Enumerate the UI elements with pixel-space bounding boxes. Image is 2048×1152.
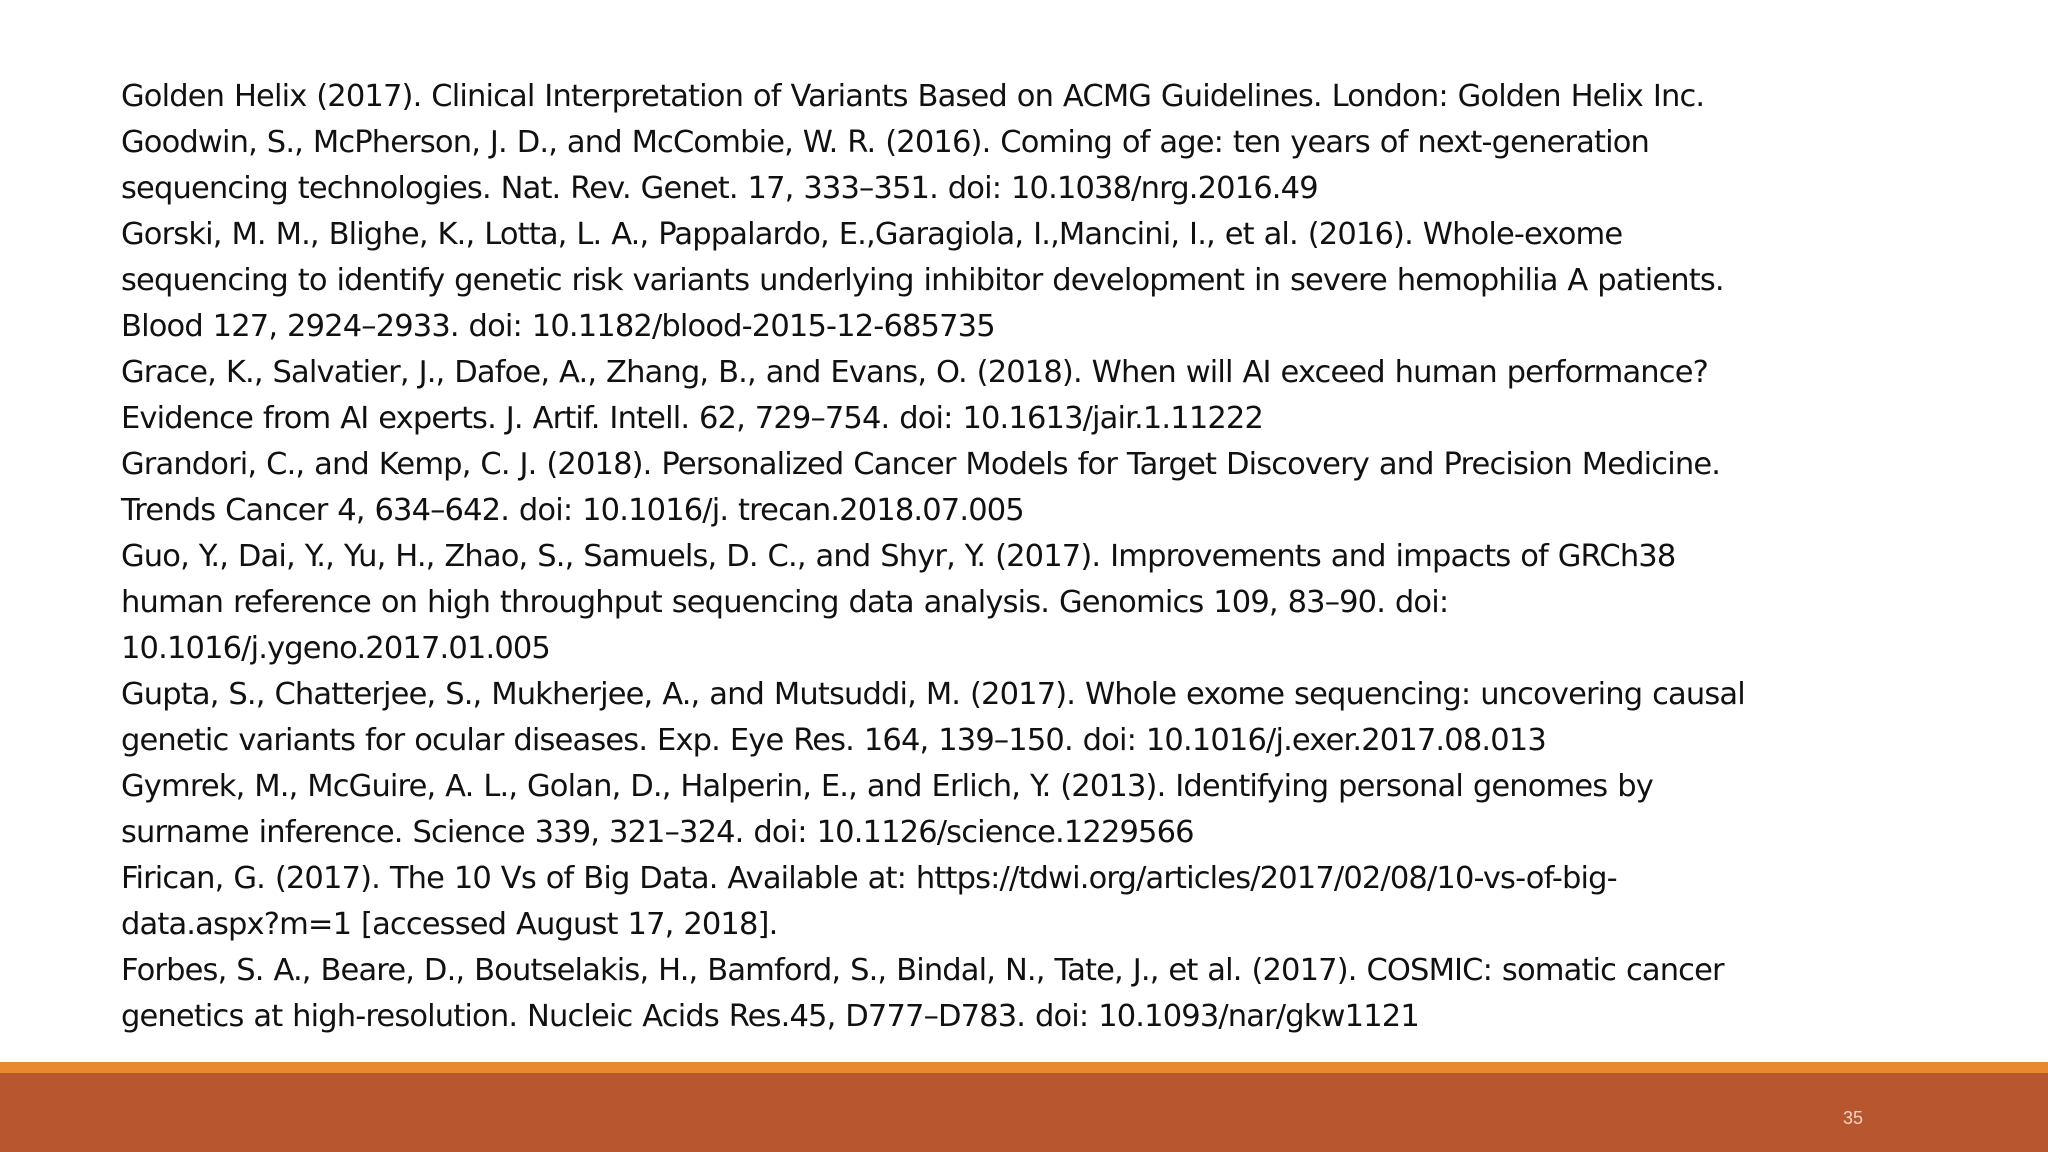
reference-line: Gorski, M. M., Blighe, K., Lotta, L. A., Pappalardo, E.,Garagiola, I.,Mancini, I., et al. (2016). Whole-exome xyxy=(121,217,1623,252)
reference-line: genetic variants for ocular diseases. Exp. Eye Res. 164, 139–150. doi: 10.1016/j.exer.2017.08.013 xyxy=(121,723,1546,758)
footer-bar xyxy=(0,1073,2048,1152)
reference-line: sequencing technologies. Nat. Rev. Genet. 17, 333–351. doi: 10.1038/nrg.2016.49 xyxy=(121,171,1318,206)
page-number: 35 xyxy=(1843,1108,1864,1128)
reference-line: Evidence from AI experts. J. Artif. Intell. 62, 729–754. doi: 10.1613/jair.1.11222 xyxy=(121,401,1264,436)
reference-line: Firican, G. (2017). The 10 Vs of Big Data. Available at: https://tdwi.org/articles/2017/02/08/10-vs-of-big- xyxy=(121,861,1617,896)
reference-line: 10.1016/j.ygeno.2017.01.005 xyxy=(121,631,550,666)
reference-line: genetics at high-resolution. Nucleic Acids Res.45, D777–D783. doi: 10.1093/nar/gkw1121 xyxy=(121,999,1419,1034)
reference-line: Gupta, S., Chatterjee, S., Mukherjee, A., and Mutsuddi, M. (2017). Whole exome sequencing: uncovering causal xyxy=(121,677,1745,712)
reference-line: Golden Helix (2017). Clinical Interpretation of Variants Based on ACMG Guidelines. London: Golden Helix Inc. xyxy=(121,79,1705,114)
reference-line: Guo, Y., Dai, Y., Yu, H., Zhao, S., Samuels, D. C., and Shyr, Y. (2017). Improvements and impacts of GRCh38 xyxy=(121,539,1676,574)
reference-line: Trends Cancer 4, 634–642. doi: 10.1016/j. trecan.2018.07.005 xyxy=(121,493,1024,528)
references-list xyxy=(121,74,2001,1040)
footer-accent-stripe xyxy=(0,1062,2048,1073)
reference-line: Grandori, C., and Kemp, C. J. (2018). Personalized Cancer Models for Target Discovery and Precision Medicine. xyxy=(121,447,1721,482)
reference-line: sequencing to identify genetic risk variants underlying inhibitor development in severe hemophilia A patients. xyxy=(121,263,1724,298)
reference-line: Forbes, S. A., Beare, D., Boutselakis, H., Bamford, S., Bindal, N., Tate, J., et al. (2017). COSMIC: somatic cancer xyxy=(121,953,1724,988)
reference-line: surname inference. Science 339, 321–324. doi: 10.1126/science.1229566 xyxy=(121,815,1194,850)
reference-line: human reference on high throughput sequencing data analysis. Genomics 109, 83–90. doi: xyxy=(121,585,1449,620)
reference-line: data.aspx?m=1 [accessed August 17, 2018]. xyxy=(121,907,778,942)
reference-line: Blood 127, 2924–2933. doi: 10.1182/blood-2015-12-685735 xyxy=(121,309,995,344)
reference-line: Grace, K., Salvatier, J., Dafoe, A., Zhang, B., and Evans, O. (2018). When will AI exceed human performance? xyxy=(121,355,1708,390)
reference-line: Goodwin, S., McPherson, J. D., and McCombie, W. R. (2016). Coming of age: ten years of next-generation xyxy=(121,125,1650,160)
reference-line: Gymrek, M., McGuire, A. L., Golan, D., Halperin, E., and Erlich, Y. (2013). Identifying personal genomes by xyxy=(121,769,1653,804)
